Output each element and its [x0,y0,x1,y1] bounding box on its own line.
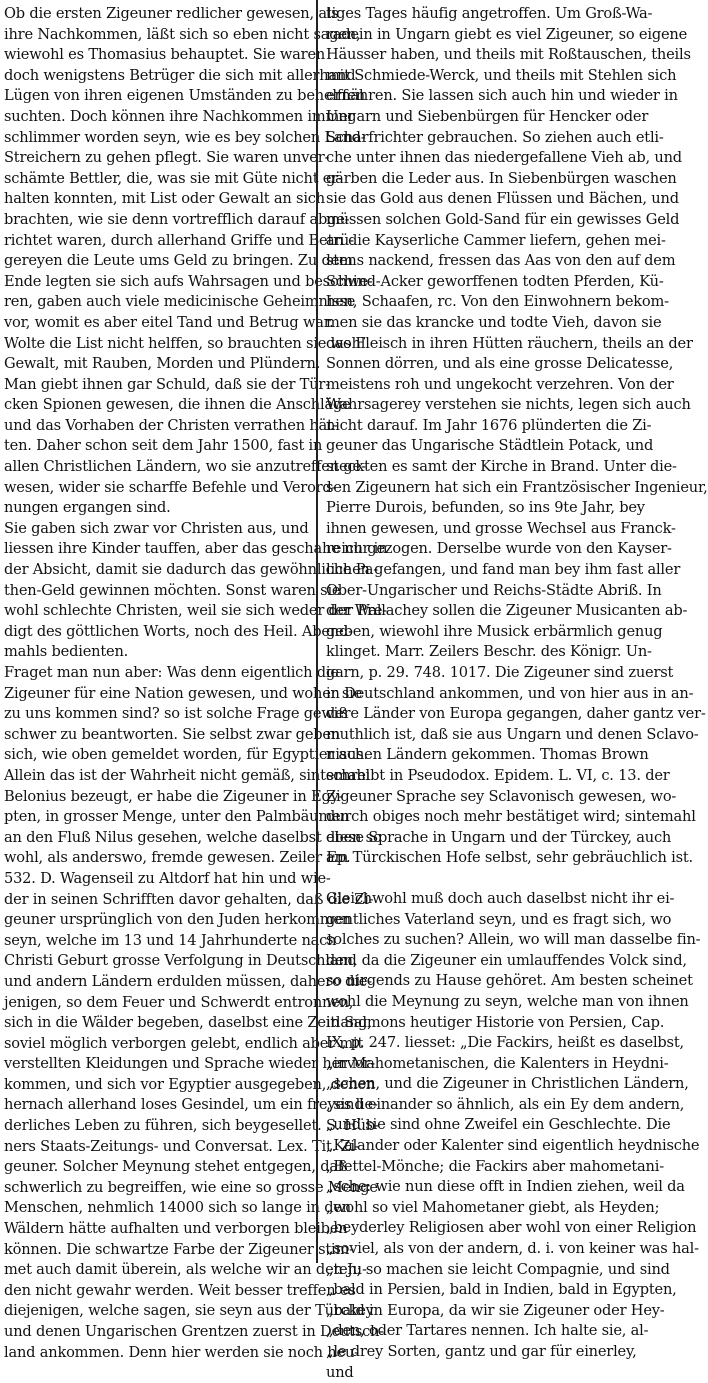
text-line: halten konnten, mit List oder Gewalt an sich [4,190,325,208]
text-line: soviel möglich verborgen gelebt, endlich aber mit [4,1034,364,1052]
text-line: Christi Geburt grosse Verfolgung in Deutschland [4,952,357,970]
text-line: gentliches Vaterland seyn, und es fragt sich, wo [326,910,672,928]
text-line: muthlich ist, daß sie aus Ungarn und denen Sclavo- [326,725,699,743]
text-line: Ungarn und Siebenbürgen für Hencker oder [326,107,649,125]
text-line: dere Länder von Europa gegangen, daher gantz ver- [326,705,706,723]
text-line: cken Spionen gewesen, die ihnen die Anschläge [4,396,351,414]
text-line: an die Kayserliche Cammer liefern, gehen mei- [326,231,666,249]
text-line: tiges Tages häufig angetroffen. Um Groß-Wa- [326,5,653,22]
text-line: Fraget man nun aber: Was denn eigentlich die [4,664,339,681]
text-line: Ober-Ungarischer und Reichs-Städte Abriß. In [326,581,662,599]
text-line: „schen, und die Zigeuner in Christlichen Ländern, [326,1075,689,1093]
text-line: sich, wie oben gemeldet worden, für Egyptier aus. [4,746,368,764]
text-line: ihre Nachkommen, läßt sich so eben nicht sagen, [4,25,361,43]
text-line: met auch damit überein, als welche wir an den Ju- [4,1261,367,1279]
text-line: der in seinen Schrifften davor gehalten, daß die Zi- [4,890,374,908]
text-line: „sind einander so ähnlich, als ein Ey dem andern, [326,1095,685,1113]
text-line: ren, gaben auch viele medicinische Geheimnisse [4,293,356,311]
text-line: kommen, und sich vor Egyptier ausgegeben, denen [4,1075,375,1093]
text-line: schlimmer worden seyn, wie es bey solchen Land- [4,128,366,146]
text-line: Wäldern hätte aufhalten und verborgen bleiben [4,1220,348,1238]
text-line: schwer zu beantworten. Sie selbst zwar geben [4,725,341,743]
text-line: men sie das krancke und todte Vieh, davon sie [326,313,662,331]
text-line: Pierre Durois, befunden, so ins 9te Jahr, bey [326,499,645,517]
text-line: so nirgends zu Hause gehöret. Am besten scheinet [326,972,693,990]
column-divider [316,0,318,1263]
text-line: geuner das Ungarische Städtlein Potack, und [326,437,654,455]
text-line [326,869,636,889]
text-line: an den Fluß Nilus gesehen, welche daselbst eben so [4,828,382,846]
text-line: schämte Bettler, die, was sie mit Güte nicht er- [4,169,343,187]
text-line: geuner ursprünglich von den Juden herkommen [4,911,352,929]
text-line: Zigeuner Sprache sey Sclavonisch gewesen, wo- [326,787,677,805]
text-line: sich in die Wälder begeben, daselbst eine Zeitlang, [4,1014,372,1032]
text-line: und denen Ungarischen Grentzen zuerst in Deutsch- [4,1323,385,1340]
text-line: müssen solchen Gold-Sand für ein gewisses Geld [326,210,680,228]
text-line: ners Staats-Zeitungs- und Conversat. Lex. Tit. Zi- [4,1137,360,1155]
text-line: diese Sprache in Ungarn und der Türckey, auch [326,828,672,846]
text-line: sie das Gold aus denen Flüssen und Bächen, und [326,190,679,208]
text-line: che unter ihnen das niedergefallene Vieh ab, und [326,149,682,167]
text-line: garn, p. 29. 748. 1017. Die Zigeuner sind zuerst [326,664,674,681]
text-line: brachten, wie sie denn vortrefflich darauf abge- [4,210,350,228]
text-line: 532. D. Wagenseil zu Altdorf hat hin und wie- [4,869,331,887]
text-line: und [326,1363,354,1381]
text-line: meistens roh und ungekocht verzehren. Von der [326,375,674,393]
text-line: seyn, welche im 13 und 14 Jahrhunderte nach [4,931,337,949]
text-line: radein in Ungarn giebt es viel Zigeuner, so eigene [326,25,688,43]
text-line: mahls bedienten. [4,643,129,661]
text-line: „bald in Europa, da wir sie Zigeuner oder Hey- [326,1301,665,1319]
text-line: geuner. Solcher Meynung stehet entgegen, daß [4,1158,348,1176]
text-line: „Kalander oder Kalenter sind eigentlich heydnische [326,1137,700,1155]
text-line: mit Schmiede-Werck, und theils mit Stehlen sich [326,66,677,84]
text-line: hernach allerhand loses Gesindel, um ein freyes lie- [4,1096,378,1114]
text-line: wesen, wider sie scharffe Befehle und Verord- [4,478,337,496]
text-line: Menschen, nehmlich 14000 sich so lange in den [4,1199,351,1217]
text-line: Ende legten sie sich aufs Wahrsagen und beschwe- [4,272,373,290]
text-line: verstellten Kleidungen und Sprache wieder hervor- [4,1055,375,1073]
text-line: durch obiges noch mehr bestätiget wird; sintemahl [326,808,696,826]
text-line: allen Christlichen Ländern, wo sie anzutreffen ge- [4,458,366,476]
text-line: vor, womit es aber eitel Tand und Betrug war. [4,313,334,331]
text-line: Lügen von ihren eigenen Umständen zu behelffen [4,87,365,105]
text-line: wiewohl es Thomasius behauptet. Sie waren [4,46,326,64]
text-line: Schind-Acker geworffenen todten Pferden, Kü- [326,272,664,290]
text-line: Wahrsagerey verstehen sie nichts, legen sich auch [326,396,691,414]
text-line: hen, Schaafen, rc. Von den Einwohnern bekom- [326,293,669,311]
text-line: ernähren. Sie lassen sich auch hin und wieder in [326,87,678,105]
text-line: nicht darauf. Im Jahr 1676 plünderten die Zi- [326,416,652,434]
text-line: IX, p. 247. liesset: „Die Fackirs, heißt es daselbst, [326,1034,684,1052]
text-line: nungen ergangen sind. [4,499,171,517]
text-line: schwerlich zu begreiffen, wie eine so grosse Menge [4,1178,378,1196]
text-line: wohl schlechte Christen, weil sie sich weder der Pre- [4,602,387,620]
text-line: Sonnen dörren, und als eine grosse Delicatesse, [326,355,674,373]
text-line: „bald in Persien, bald in Indien, bald in Egypten, [326,1281,677,1299]
text-line: Sie gaben sich zwar vor Christen aus, und [4,519,309,537]
text-line: „sche: wie nun diese offt in Indien ziehen, weil da [326,1178,685,1196]
left-text-column [4,4,388,1363]
text-line: „den, oder Tartares nennen. Ich halte sie, al- [326,1322,649,1340]
text-line: pten, in grosser Menge, unter den Palmbäumen [4,808,350,826]
text-line: Wolte die List nicht helffen, so brauchten sie wohl [4,334,366,352]
text-line: „wohl so viel Mahometaner giebt, als Heyden; [326,1198,660,1216]
right-text-column [326,4,708,1383]
text-line: Allein das ist der Wahrheit nicht gemäß, sintemahl [4,766,371,784]
text-line: land ankommen. Denn hier werden sie noch heu- [4,1343,359,1361]
text-line: wohl, als anderswo, fremde gewesen. Zeiler Ep. [4,849,351,867]
text-line: then-Geld gewinnen möchten. Sonst waren sie [4,581,341,599]
text-line: Man giebt ihnen gar Schuld, daß sie der Tür- [4,375,330,393]
text-line: sen Zigeunern hat sich ein Frantzösischer Ingenieur, [326,478,708,496]
text-line: reich gezogen. Derselbe wurde von den Kayser- [326,540,672,558]
text-line: zu uns kommen sind? so ist solche Frage gewiß [4,705,348,723]
text-line: der Absicht, damit sie dadurch das gewöhnliche Pa- [4,561,379,579]
text-line: stens nackend, fressen das Aas von den auf dem [326,252,676,270]
text-line: ten. Daher schon seit dem Jahr 1500, fast in [4,437,323,455]
text-line: ihnen gewesen, und grosse Wechsel aus Franck- [326,519,676,537]
text-line: „in Mahometanischen, die Kalenters in Heydni- [326,1054,669,1072]
text-line: lichen gefangen, und fand man bey ihm fast aller [326,561,681,579]
text-line: derliches Leben zu führen, sich beygesellet. S. Hüb- [4,1117,380,1135]
text-line: und andern Ländern erdulden müssen, dahero die- [4,972,372,990]
text-line: „beyderley Religiosen aber wohl von einer Religion [326,1219,697,1237]
text-line: Zigeuner für eine Nation gewesen, und woher sie [4,684,363,702]
text-line: Ob die ersten Zigeuner redlicher gewesen, als [4,5,339,22]
text-line: gärben die Leder aus. In Siebenbürgen waschen [326,169,677,187]
text-line: in Salmons heutiger Historie von Persien, Cap. [326,1013,665,1031]
text-line: jenigen, so dem Feuer und Schwerdt entronnen, [4,993,354,1011]
text-line: diejenigen, welche sagen, sie seyn aus der Türckey [4,1302,374,1320]
text-line: liessen ihre Kinder tauffen, aber das geschahe nur in [4,540,388,558]
text-line: am Türckischen Hofe selbst, sehr gebräuchlich ist. [326,849,693,867]
text-line: „Bettel-Mönche; die Fackirs aber mahometani- [326,1157,664,1175]
text-line: der Wallachey sollen die Zigeuner Musicanten ab- [326,602,688,620]
text-line: geben, wiewohl ihre Musick erbärmlich genug [326,622,663,640]
text-line: den, da die Zigeuner ein umlauffendes Volck sind, [326,951,687,969]
text-line: Gewalt, mit Rauben, Morden und Plündern. [4,355,321,373]
text-line: gereyen die Leute ums Geld zu bringen. Zu dem [4,252,353,270]
text-line: Häusser haben, und theils mit Roßtauschen, theils [326,46,691,64]
text-line: „ten; so machen sie leicht Compagnie, und sind [326,1260,670,1278]
text-line: und das Vorhaben der Christen verrathen hät- [4,416,338,434]
text-line: Gleichwohl muß doch auch daselbst nicht ihr ei- [326,889,675,907]
text-line: Scharfrichter gebrauchen. So ziehen auch etli- [326,128,664,146]
text-line: können. Die schwartze Farbe der Zigeuner stim- [4,1240,354,1258]
text-line: „und sie sind ohne Zweifel ein Geschlechte. Die [326,1116,671,1134]
text-line: „le drey Sorten, gantz und gar für einerley, [326,1343,637,1360]
text-line: den nicht gewahr werden. Weit besser treffen es [4,1281,356,1299]
text-line: doch wenigstens Betrüger die sich mit allerhand [4,66,356,84]
text-line: in Deutschland ankommen, und von hier aus in an- [326,684,694,702]
text-line: Streichern zu gehen pflegt. Sie waren unver- [4,149,330,167]
text-line: klinget. Marr. Zeilers Beschr. des Königr. Un- [326,643,652,661]
text-line: wohl die Meynung zu seyn, welche man von ihnen [326,992,689,1010]
text-line: solches zu suchen? Allein, wo will man dasselbe fin- [326,931,701,949]
text-line: Belonius bezeugt, er habe die Zigeuner in Egy- [4,787,344,805]
text-line: schreibt in Pseudodox. Epidem. L. VI, c. 13. der [326,766,670,784]
text-line: digt des göttlichen Worts, noch des Heil. Abend- [4,622,353,640]
text-line: das Fleisch in ihren Hütten räuchern, theils an der [326,334,693,352]
text-line: „soviel, als von der andern, d. i. von keiner was hal- [326,1240,699,1258]
text-line: richtet waren, durch allerhand Griffe und Betrü- [4,231,354,249]
text-line: suchten. Doch können ihre Nachkommen immer [4,107,355,125]
text-line: nischen Ländern gekommen. Thomas Brown [326,746,649,764]
text-line: steckten es samt der Kirche in Brand. Unter die- [326,458,677,476]
